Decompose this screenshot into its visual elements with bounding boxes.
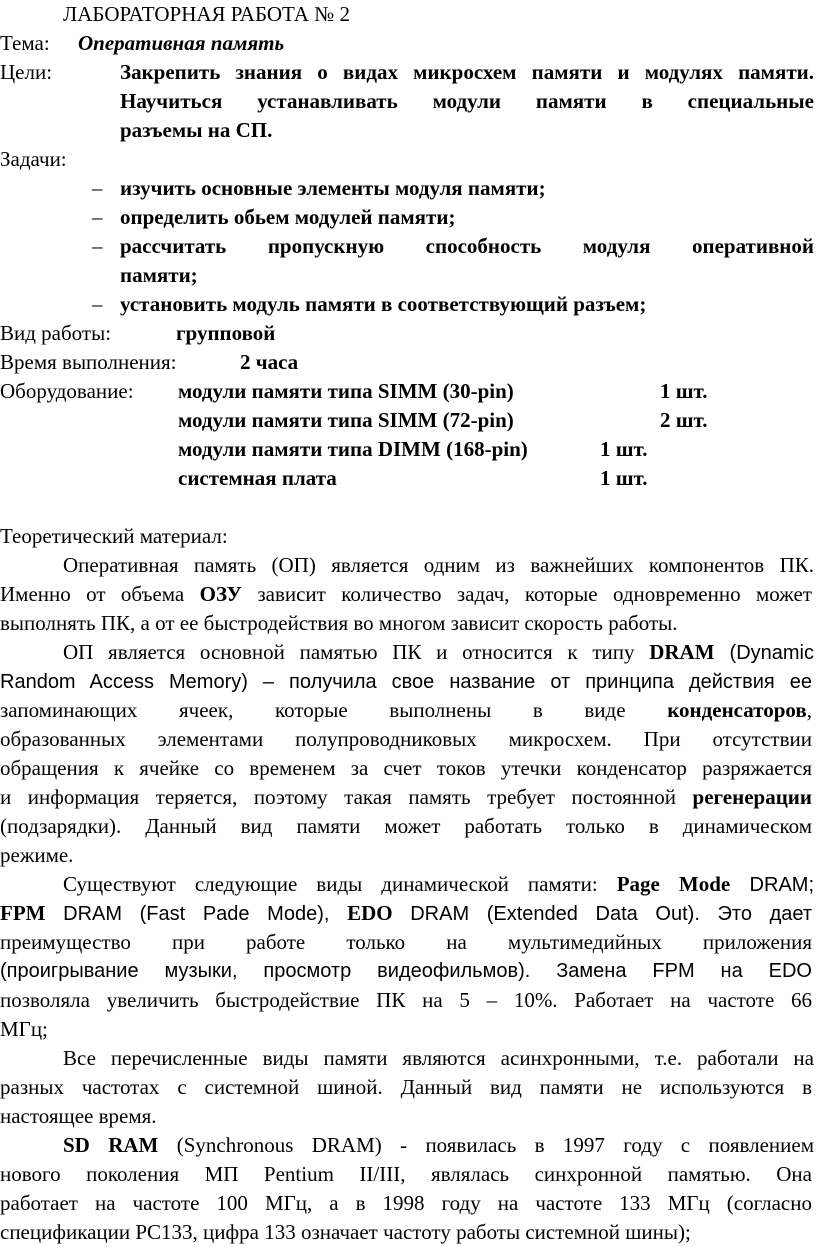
paragraph-line: спецификации PC133, цифра 133 означает частоту работы системной шины); — [0, 1220, 691, 1244]
paragraph-line: работает на частоте 100 МГц, а в 1998 году на частоте 133 МГц (согласно — [0, 1191, 812, 1215]
task-dash: – — [92, 234, 103, 258]
paragraph-line: FPM DRAM (Fast Pade Mode), EDO DRAM (Extended Data Out). Это дает — [0, 901, 812, 925]
equipment-item-qty: 2 шт. — [660, 408, 708, 432]
work-type-value: групповой — [176, 321, 276, 345]
time-label: Время выполнения: — [0, 350, 177, 374]
paragraph-line: образованных элементами полупроводниковых микросхем. При отсутствии — [0, 727, 812, 751]
paragraph-line: обращения к ячейке со временем за счет токов утечки конденсатор разряжается — [0, 756, 812, 780]
paragraph-line: нового поколения МП Pentium II/III, являлась синхронной памятью. Она — [0, 1162, 812, 1186]
work-type-label: Вид работы: — [0, 321, 112, 345]
paragraph-line: ОП является основной памятью ПК и относится к типу DRAM (Dynamic — [63, 640, 814, 664]
term-page-mode: Page Mode — [616, 872, 731, 896]
paragraph-line: (проигрывание музыки, просмотр видеофильмов). Замена FPM на EDO — [0, 960, 812, 982]
time-value: 2 часа — [240, 350, 299, 374]
paragraph-line: позволяла увеличить быстродействие ПК на 5 – 10%. Работает на частоте 66 — [0, 988, 812, 1012]
paragraph-line: SD RAM (Synchronous DRAM) - появилась в 1997 году с появлением — [63, 1133, 814, 1157]
term-edo: EDO — [347, 901, 393, 925]
equipment-item-name: модули памяти типа SIMM (30-pin) — [178, 379, 514, 403]
term-fpm: FPM — [0, 901, 46, 925]
term-regeneration: регенерации — [692, 785, 812, 809]
equipment-label: Оборудование: — [0, 379, 134, 403]
goals-line-1: Закрепить знания о видах микросхем памяти и модулях памяти. — [120, 60, 814, 84]
term-ozu: ОЗУ — [199, 582, 242, 606]
paragraph-line: разных частотах с системной шиной. Данный вид памяти не используются в — [0, 1075, 812, 1099]
task-item-3: рассчитать пропускную способность модуля оперативной — [120, 234, 814, 258]
paragraph-line: настоящее время. — [0, 1104, 157, 1128]
task-item-4: установить модуль памяти в соответствующий разъем; — [120, 292, 647, 316]
paragraph-line: Оперативная память (ОП) является одним из важнейших компонентов ПК. — [63, 553, 814, 577]
term-sdram: SD RAM — [63, 1133, 159, 1157]
equipment-item-name: системная плата — [178, 466, 337, 490]
paragraph-line: Именно от объема ОЗУ зависит количество задач, которые одновременно может — [0, 582, 812, 606]
paragraph-line: Существуют следующие виды динамической памяти: Page Mode DRAM; — [63, 872, 814, 896]
paragraph-line: (подзарядки). Данный вид памяти может работать только в динамическом — [0, 814, 812, 838]
term-capacitors: конденсаторов — [667, 698, 807, 722]
equipment-item-name: модули памяти типа SIMM (72-pin) — [178, 408, 514, 432]
paragraph-line: и информация теряется, поэтому такая память требует постоянной регенерации — [0, 785, 812, 809]
paragraph-line: Все перечисленные виды памяти являются асинхронными, т.е. работали на — [63, 1046, 814, 1070]
equipment-item-qty: 1 шт. — [600, 466, 648, 490]
theory-heading: Теоретический материал: — [0, 524, 228, 548]
lab-title: ЛАБОРАТОРНАЯ РАБОТА № 2 — [63, 2, 351, 26]
topic-value: Оперативная память — [78, 31, 285, 55]
goals-line-3: разъемы на СП. — [120, 118, 273, 142]
paragraph-line: МГц; — [0, 1017, 48, 1041]
task-item-1: изучить основные элементы модуля памяти; — [120, 176, 546, 200]
paragraph-line: преимущество при работе только на мультимедийных приложения — [0, 930, 812, 954]
task-item-2: определить обьем модулей памяти; — [120, 205, 456, 229]
task-item-3-cont: памяти; — [120, 263, 198, 287]
equipment-item-qty: 1 шт. — [600, 437, 648, 461]
paragraph-line: запоминающих ячеек, которые выполнены в виде конденсаторов, — [0, 698, 812, 722]
equipment-item-qty: 1 шт. — [660, 379, 708, 403]
task-dash: – — [92, 205, 103, 229]
paragraph-line: Random Access Memory) – получила свое название от принципа действия ее — [0, 671, 812, 693]
paragraph-line: выполнять ПК, а от ее быстродействия во многом зависит скорость работы. — [0, 611, 678, 635]
paragraph-line: режиме. — [0, 843, 74, 867]
term-dram: DRAM — [649, 640, 715, 664]
equipment-item-name: модули памяти типа DIMM (168-pin) — [178, 437, 528, 461]
task-dash: – — [92, 292, 103, 316]
topic-label: Тема: — [0, 31, 50, 55]
goals-label: Цели: — [0, 60, 53, 84]
task-dash: – — [92, 176, 103, 200]
goals-line-2: Научиться устанавливать модули памяти в специальные — [120, 89, 814, 113]
tasks-label: Задачи: — [0, 147, 67, 171]
